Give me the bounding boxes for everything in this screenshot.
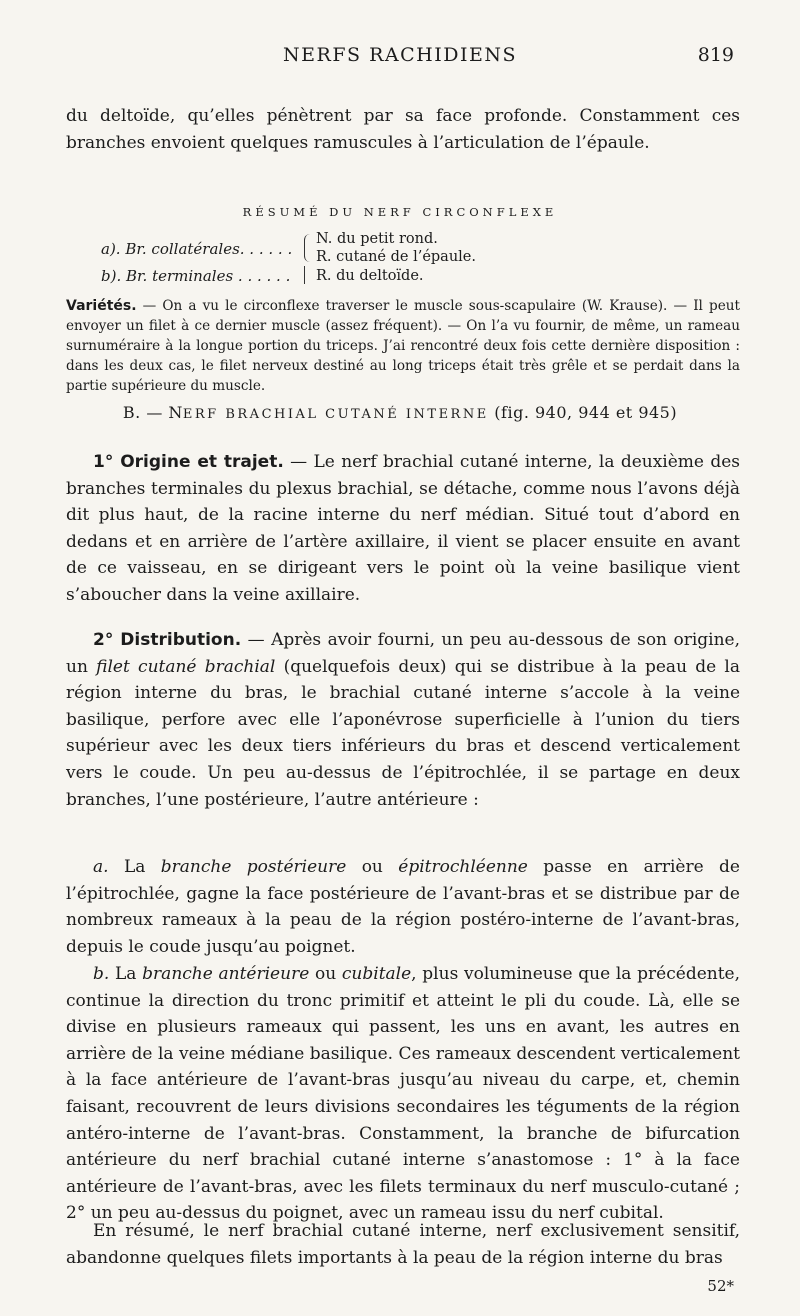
- running-title: NERFS RACHIDIENS: [283, 44, 517, 66]
- page-header: [0, 44, 800, 74]
- intro-paragraph: du deltoïde, qu’elles pénètrent par sa face profonde. Constamment ces branches envoient quelques ramuscules à l’articulation de l’épaule.: [66, 106, 740, 153]
- origine-paragraph: 1° Origine et trajet. — Le nerf brachial cutané interne, la deuxième des branches terminales du plexus brachial, se détache, comme nous l’avons déjà dit plus haut, de la racine interne du nerf médian. Situé tout d’abord en dedans et en arrière de l’artère axillaire, il vient se placer ensuite en avant de ce vaisseau, en se dirigeant vers le point où la veine basilique vient s’aboucher dans la veine axillaire.: [66, 452, 740, 605]
- summary-row-a-item-1: N. du petit rond.: [316, 231, 438, 247]
- curly-brace-icon: [304, 234, 313, 262]
- branch-a-paragraph: a. La branche postérieure ou épitrochléenne passe en arrière de l’épitrochlée, gagne la face postérieure de l’avant-bras et se distribue par de nombreux rameaux à la peau de la région postéro-interne de l’avant-bras, depuis le coude jusqu’au poignet.: [66, 857, 740, 957]
- signature-mark: 52*: [707, 1277, 734, 1295]
- summary-row-b-item: R. du deltoïde.: [316, 268, 424, 284]
- summary-title: RÉSUMÉ DU NERF CIRCONFLEXE: [242, 205, 558, 219]
- distribution-paragraph: 2° Distribution. — Après avoir fourni, un peu au-dessous de son origine, un filet cutané brachial (quelquefois deux) qui se distribue à la peau de la région interne du bras, le brachial cutané interne s’accole à la veine basilique, perfore avec elle l’aponévrose superficielle à l’union du tiers supérieur avec les deux tiers inférieurs du bras et descend verticalement vers le coude. Un peu au-dessus de l’épitrochlée, il se partage en deux branches, l’une postérieure, l’autre antérieure :: [66, 630, 740, 810]
- summary-row-b-label: b). Br. terminales . . . . . .: [101, 267, 291, 285]
- varietes-note: [66, 296, 740, 396]
- origine-heading: 1° Origine et trajet.: [93, 452, 284, 472]
- summary-row-a-label: a). Br. collatérales. . . . . .: [101, 240, 293, 258]
- summary-row-a-item-2: R. cutané de l’épaule.: [316, 249, 476, 265]
- varietes-heading: Variétés.: [66, 298, 137, 314]
- resume-paragraph: En résumé, le nerf brachial cutané interne, nerf exclusivement sensitif, abandonne quelques filets importants à la peau de la région interne du bras: [66, 1221, 740, 1268]
- bracket-bar-icon: [304, 266, 305, 284]
- section-heading: B. — NERF BRACHIAL CUTANÉ INTERNE (fig. 940, 944 et 945): [122, 403, 678, 422]
- branch-b-paragraph: b. La branche antérieure ou cubitale, plus volumineuse que la précédente, continue la direction du tronc primitif et atteint le pli du coude. Là, elle se divise en plusieurs rameaux qui passent, les uns en avant, les autres en arrière de la veine médiane basilique. Ces rameaux descendent verticalement à la face antérieure de l’avant-bras jusqu’au niveau du carpe, et, chemin faisant, recouvrent de leurs divisions secondaires les téguments de la région antéro-interne de l’avant-bras. Constamment, la branche de bifurcation antérieure du nerf brachial cutané interne s’anastomose : 1° à la face antérieure de l’avant-bras, avec les filets terminaux du nerf musculo-cutané ; 2° un peu au-dessus du poignet, avec un rameau issu du nerf cubital.: [66, 964, 741, 1224]
- page-number: 819: [697, 44, 734, 66]
- varietes-text: — On a vu le circonflexe traverser le muscle sous-scapulaire (W. Krause). — Il peut envoyer un filet à ce dernier muscle (assez fréquent). — On l’a vu fournir, de même, un rameau surnuméraire à la longue portion du triceps. J’ai rencontré deux fois cette dernière disposition : dans les deux cas, le filet nerveux destiné au long triceps était très grêle et se perdait dans la partie supérieure du muscle.: [66, 298, 740, 394]
- distribution-heading: 2° Distribution.: [93, 630, 242, 650]
